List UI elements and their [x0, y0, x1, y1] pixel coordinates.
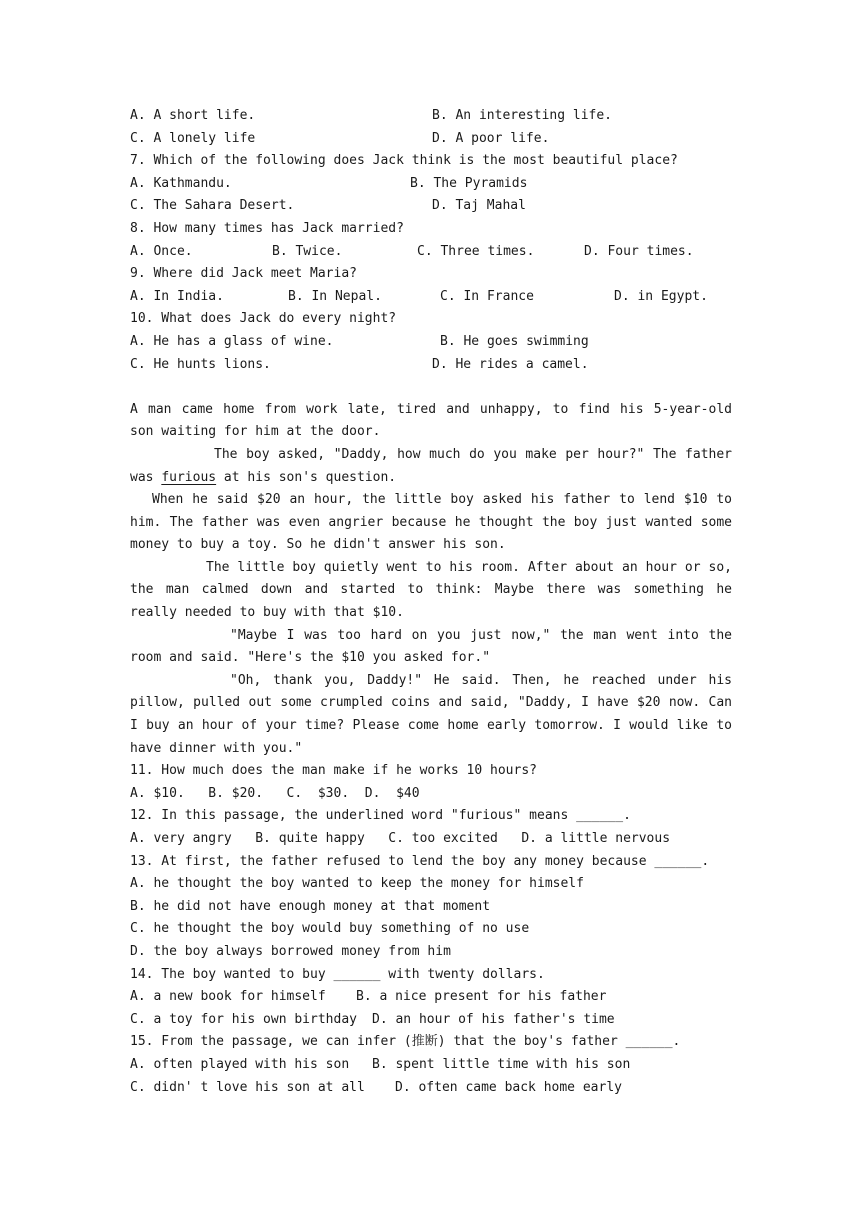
- q10-options-row-1: [130, 331, 732, 354]
- q14-question: 14. The boy wanted to buy ______ with twenty dollars.: [130, 966, 545, 982]
- q12-question: 12. In this passage, the underlined word "furious" means ______.: [130, 808, 631, 824]
- q8-option-b: B. Twice.: [272, 243, 343, 259]
- q14-option-d: D. an hour of his father's time: [372, 1011, 615, 1027]
- q7-options-row-2: [130, 195, 732, 218]
- q8-options-row: [130, 241, 732, 264]
- q15-question: 15. From the passage, we can infer (推断) that the boy's father ______.: [130, 1034, 681, 1050]
- q9-option-a: A. In India.: [130, 288, 224, 304]
- q7-option-b: B. The Pyramids: [410, 175, 528, 191]
- q15-option-a: A. often played with his son: [130, 1056, 350, 1072]
- q6-option-d: D. A poor life.: [432, 130, 550, 146]
- q15-option-c: C. didn' t love his son at all: [130, 1079, 365, 1095]
- q10-option-c: C. He hunts lions.: [130, 356, 271, 372]
- passage-paragraph-6: "Oh, thank you, Daddy!" He said. Then, he reached under his pillow, pulled out some crumpled coins and said, "Daddy, I have $20 now. Can I buy an hour of your time? Please come home early tomorrow. I would like to have dinner with you.": [130, 672, 732, 756]
- q13-option-d: D. the boy always borrowed money from him: [130, 943, 451, 959]
- q12-options: A. very angry B. quite happy C. too excited D. a little nervous: [130, 831, 671, 846]
- passage-paragraph-1: A man came home from work late, tired and unhappy, to find his 5-year-old son waiting for him at the door.: [130, 401, 732, 440]
- q13-question: 13. At first, the father refused to lend the boy any money because ______.: [130, 853, 710, 869]
- q6-options-row-1: [130, 105, 732, 128]
- q9-option-b: B. In Nepal.: [288, 288, 382, 304]
- reading-passage: [130, 399, 732, 761]
- q7-options-row-1: [130, 173, 732, 196]
- q13-option-b: B. he did not have enough money at that moment: [130, 898, 491, 914]
- passage-paragraph-5: "Maybe I was too hard on you just now," the man went into the room and said. "Here's the $10 you asked for.": [130, 627, 732, 666]
- q10-option-b: B. He goes swimming: [440, 333, 589, 349]
- q10-option-a: A. He has a glass of wine.: [130, 333, 334, 349]
- q8-option-a: A. Once.: [130, 243, 193, 259]
- q7-option-d: D. Taj Mahal: [432, 198, 526, 214]
- q11-question: 11. How much does the man make if he works 10 hours?: [130, 763, 537, 779]
- q15-options-row-2: [130, 1077, 732, 1100]
- q10-option-d: D. He rides a camel.: [432, 356, 589, 372]
- q10-options-row-2: [130, 354, 732, 377]
- passage-paragraph-2: [130, 444, 732, 489]
- q9-options-row: [130, 286, 732, 309]
- q6-option-c: C. A lonely life: [130, 130, 256, 146]
- q7-option-c: C. The Sahara Desert.: [130, 198, 295, 214]
- q13-option-a: A. he thought the boy wanted to keep the money for himself: [130, 876, 584, 892]
- q6-options-row-2: [130, 128, 732, 151]
- passage-paragraph-2-start: The boy asked, "Daddy, how much do you make per hour?" The father was: [130, 446, 732, 485]
- q15-option-d: D. often came back home early: [395, 1079, 622, 1095]
- passage-paragraph-4: The little boy quietly went to his room. After about an hour or so, the man calmed down and started to think: Maybe there was something he really needed to buy with that $10.: [130, 559, 732, 621]
- q9-option-c: C. In France: [440, 288, 534, 304]
- q15-options-row-1: [130, 1054, 732, 1077]
- q14-option-c: C. a toy for his own birthday: [130, 1011, 357, 1027]
- q14-option-b: B. a nice present for his father: [356, 989, 607, 1005]
- q6-option-b: B. An interesting life.: [432, 108, 613, 123]
- q7-question: 7. Which of the following does Jack think is the most beautiful place?: [130, 153, 678, 169]
- q14-options-row-1: [130, 986, 732, 1009]
- q11-options: A. $10. B. $20. C. $30. D. $40: [130, 785, 420, 801]
- q13-option-c: C. he thought the boy would buy something of no use: [130, 921, 530, 937]
- q7-option-a: A. Kathmandu.: [130, 175, 232, 191]
- q8-option-d: D. Four times.: [584, 243, 694, 259]
- q8-question: 8. How many times has Jack married?: [130, 220, 404, 236]
- q6-option-a: A. A short life.: [130, 108, 256, 123]
- q14-option-a: A. a new book for himself: [130, 989, 326, 1005]
- q15-option-b: B. spent little time with his son: [372, 1056, 631, 1072]
- q8-option-c: C. Three times.: [417, 243, 535, 259]
- q9-option-d: D. in Egypt.: [614, 288, 708, 304]
- passage-paragraph-2-end: at his son's question.: [216, 469, 397, 485]
- passage-paragraph-3: When he said $20 an hour, the little boy asked his father to lend $10 to him. The father was even angrier because he thought the boy just wanted some money to buy a toy. So he didn't answer his son.: [130, 492, 732, 553]
- q14-options-row-2: [130, 1009, 732, 1032]
- section-gap: [130, 376, 732, 399]
- q10-question: 10. What does Jack do every night?: [130, 311, 397, 327]
- q9-question: 9. Where did Jack meet Maria?: [130, 266, 357, 282]
- document-page: [130, 105, 732, 1099]
- underlined-word-furious: furious: [161, 469, 217, 485]
